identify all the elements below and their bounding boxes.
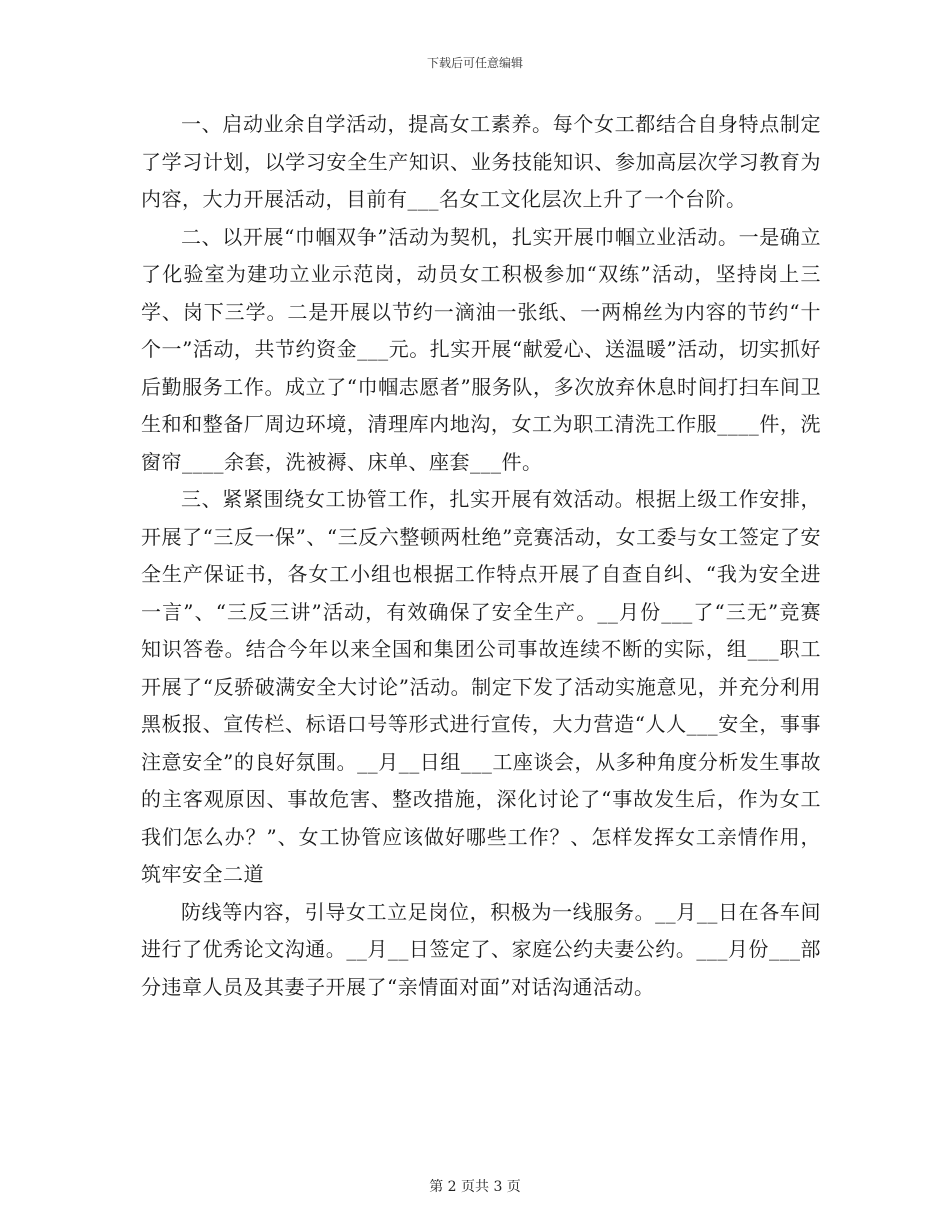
document-body — [141, 106, 821, 1006]
paragraph-1: 一、启动业余自学活动，提高女工素养。每个女工都结合自身特点制定了学习计划，以学习安全生产知识、业务技能知识、参加高层次学习教育为内容，大力开展活动，目前有___名女工文化层次上升了一个台阶。 — [141, 112, 821, 211]
page-number-footer: 第 2 页共 3 页 — [429, 1179, 521, 1195]
paragraph-2: 二、以开展“巾帼双争”活动为契机，扎实开展巾帼立业活动。一是确立了化验室为建功立业示范岗，动员女工积极参加“双练”活动，坚持岗上三学、岗下三学。二是开展以节约一滴油一张纸、一两棉丝为内容的节约“十个一”活动，共节约资金___元。扎实开展“献爱心、送温暖”活动，切实抓好后勤服务工作。成立了“巾帼志愿者”服务队，多次放弃休息时间打扫车间卫生和和整备厂周边环境，清理库内地沟，女工为职工清洗工作服____件，洗窗帘____余套，洗被褥、床单、座套___件。 — [141, 224, 821, 474]
page-header-note: 下载后可任意编辑 — [426, 56, 523, 70]
paragraph-4: 防线等内容，引导女工立足岗位，积极为一线服务。__月__日在各车间进行了优秀论文沟通。__月__日签定了、家庭公约夫妻公约。___月份___部分违章人员及其妻子开展了“亲情面对面”对话沟通活动。 — [141, 899, 821, 999]
paragraph-3: 三、紧紧围绕女工协管工作，扎实开展有效活动。根据上级工作安排，开展了“三反一保”、“三反六整顿两杜绝”竞赛活动，女工委与女工签定了安全生产保证书，各女工小组也根据工作特点开展了自查自纠、“我为安全进一言”、“三反三讲”活动，有效确保了安全生产。__月份___了“三无”竞赛知识答卷。结合今年以来全国和集团公司事故连续不断的实际，组___职工开展了“反骄破满安全大讨论”活动。制定下发了活动实施意见，并充分利用黑板报、宣传栏、标语口号等形式进行宣传，大力营造“人人___安全，事事注意安全”的良好氛围。__月__日组___工座谈会，从多种角度分析发生事故的主客观原因、事故危害、整改措施，深化讨论了“事故发生后，作为女工我们怎么办？”、女工协管应该做好哪些工作？、怎样发挥女工亲情作用，筑牢安全二道 — [141, 487, 821, 886]
